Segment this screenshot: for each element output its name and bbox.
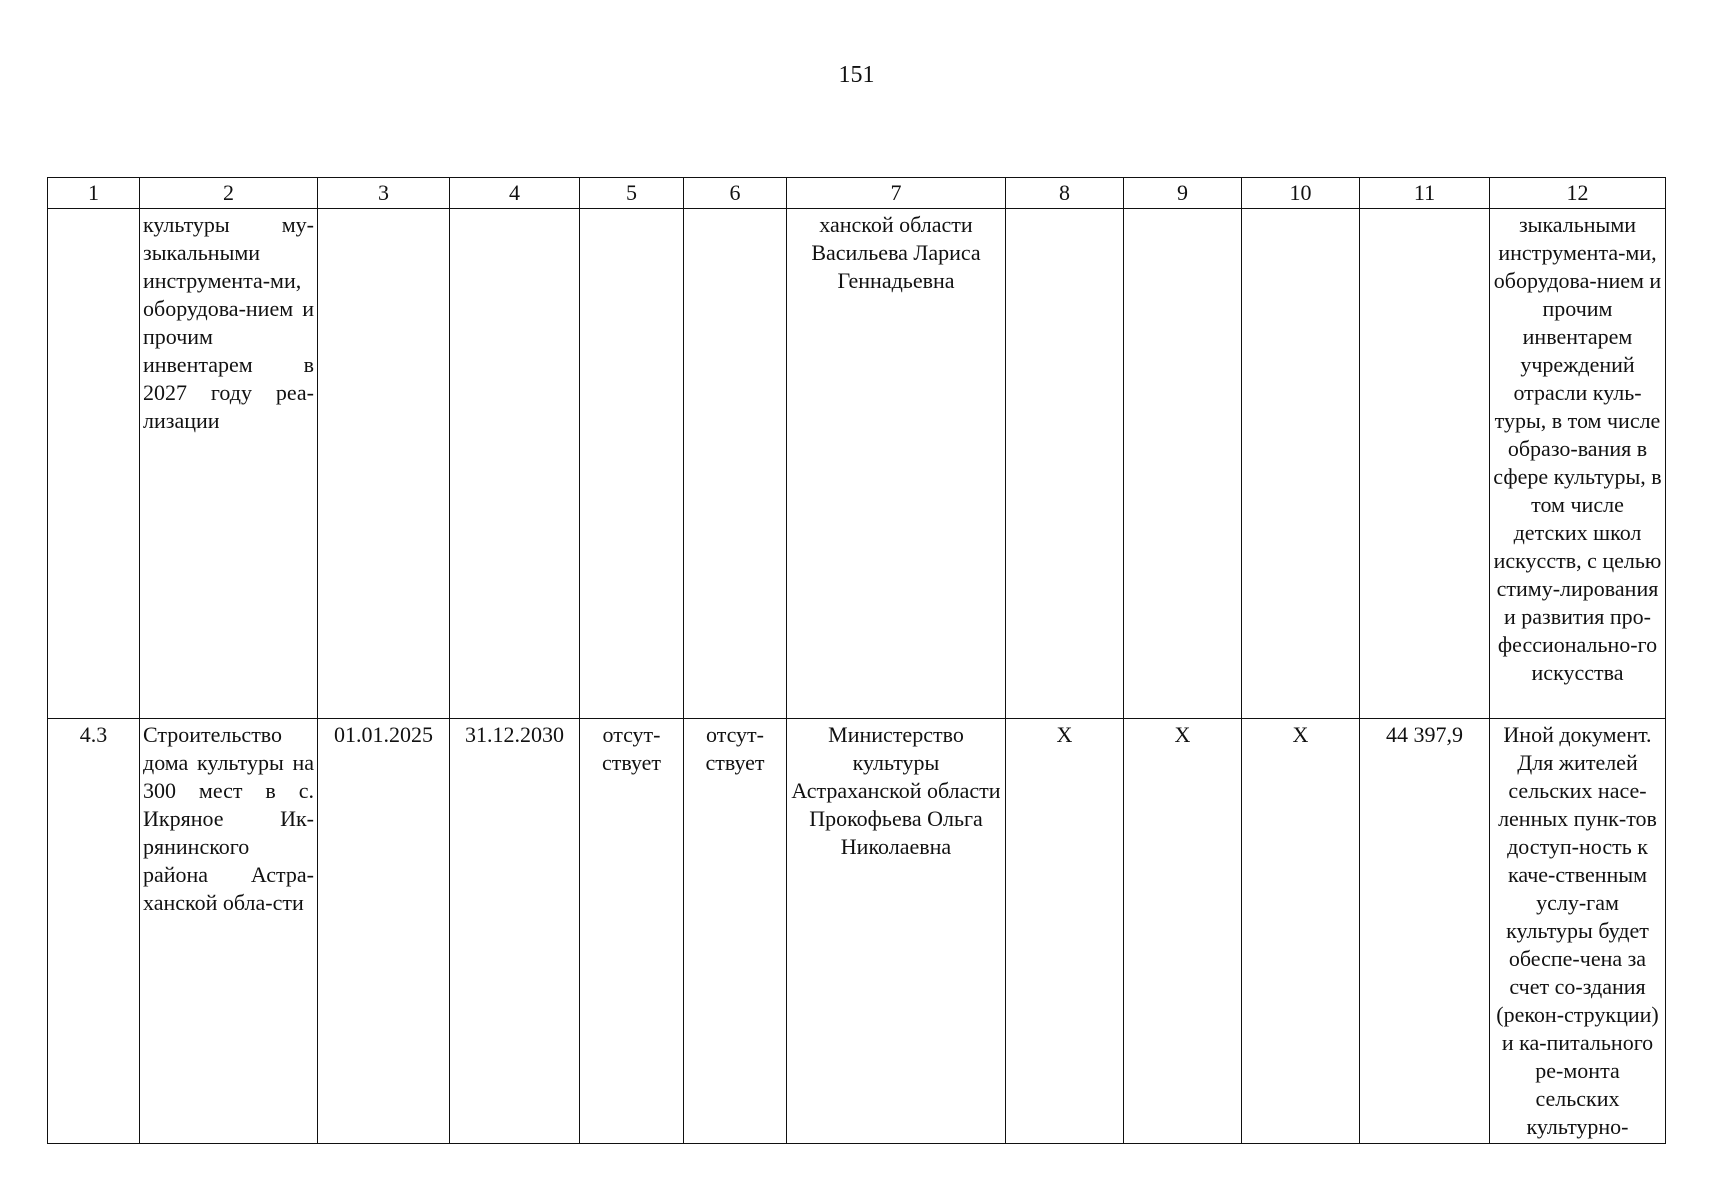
header-cell-6: 6 <box>684 178 787 209</box>
cell-number: 4.3 <box>48 719 140 1144</box>
cell-col-10: Х <box>1242 719 1360 1144</box>
cell-number <box>48 209 140 719</box>
cell-start-date: 01.01.2025 <box>318 719 450 1144</box>
table-row <box>48 719 1666 1144</box>
header-cell-10: 10 <box>1242 178 1360 209</box>
cell-col-8 <box>1006 209 1124 719</box>
header-row <box>48 178 1666 209</box>
header-cell-12: 12 <box>1490 178 1666 209</box>
cell-start-date <box>318 209 450 719</box>
cell-col-5: отсут-ствует <box>580 719 684 1144</box>
cell-col-10 <box>1242 209 1360 719</box>
header-cell-3: 3 <box>318 178 450 209</box>
cell-end-date: 31.12.2030 <box>450 719 580 1144</box>
cell-amount: 44 397,9 <box>1360 719 1490 1144</box>
cell-col-9 <box>1124 209 1242 719</box>
cell-col-9: Х <box>1124 719 1242 1144</box>
header-cell-7: 7 <box>787 178 1006 209</box>
header-cell-4: 4 <box>450 178 580 209</box>
header-cell-5: 5 <box>580 178 684 209</box>
header-cell-1: 1 <box>48 178 140 209</box>
header-cell-9: 9 <box>1124 178 1242 209</box>
cell-col-6: отсут-ствует <box>684 719 787 1144</box>
table-row <box>48 209 1666 719</box>
cell-end-date <box>450 209 580 719</box>
cell-description: Иной документ. Для жителей сельских насе-ленных пунк-тов доступ-ность к каче-ственным услу-гам культуры будет обеспе-чена за счет со-здания (рекон-струкции) и ка-питального ре-монта сельских культурно- <box>1490 719 1666 1144</box>
page-number: 151 <box>838 62 875 88</box>
header-cell-11: 11 <box>1360 178 1490 209</box>
cell-col-8: Х <box>1006 719 1124 1144</box>
cell-description: зыкальными инструмента-ми, оборудова-нием и прочим инвентарем учреждений отрасли куль-туры, в том числе образо-вания в сфере культуры, в том числе детских школ искусств, с целью стиму-лирования и развития про-фессионально-го искусства <box>1490 209 1666 719</box>
header-cell-8: 8 <box>1006 178 1124 209</box>
cell-event-name: культуры му-зыкальными инструмента-ми, оборудова-нием и прочим инвентарем в 2027 году реа-лизации <box>140 209 318 719</box>
cell-event-name: Строительство дома культуры на 300 мест в с. Икряное Ик-рянинского района Астра-ханской обла-сти <box>140 719 318 1144</box>
cell-col-6 <box>684 209 787 719</box>
header-cell-2: 2 <box>140 178 318 209</box>
cell-amount <box>1360 209 1490 719</box>
program-table <box>47 177 1666 1144</box>
cell-responsible: Министерство культуры Астраханской области Прокофьева Ольга Николаевна <box>787 719 1006 1144</box>
cell-responsible: ханской области Васильева Лариса Геннадьевна <box>787 209 1006 719</box>
cell-col-5 <box>580 209 684 719</box>
